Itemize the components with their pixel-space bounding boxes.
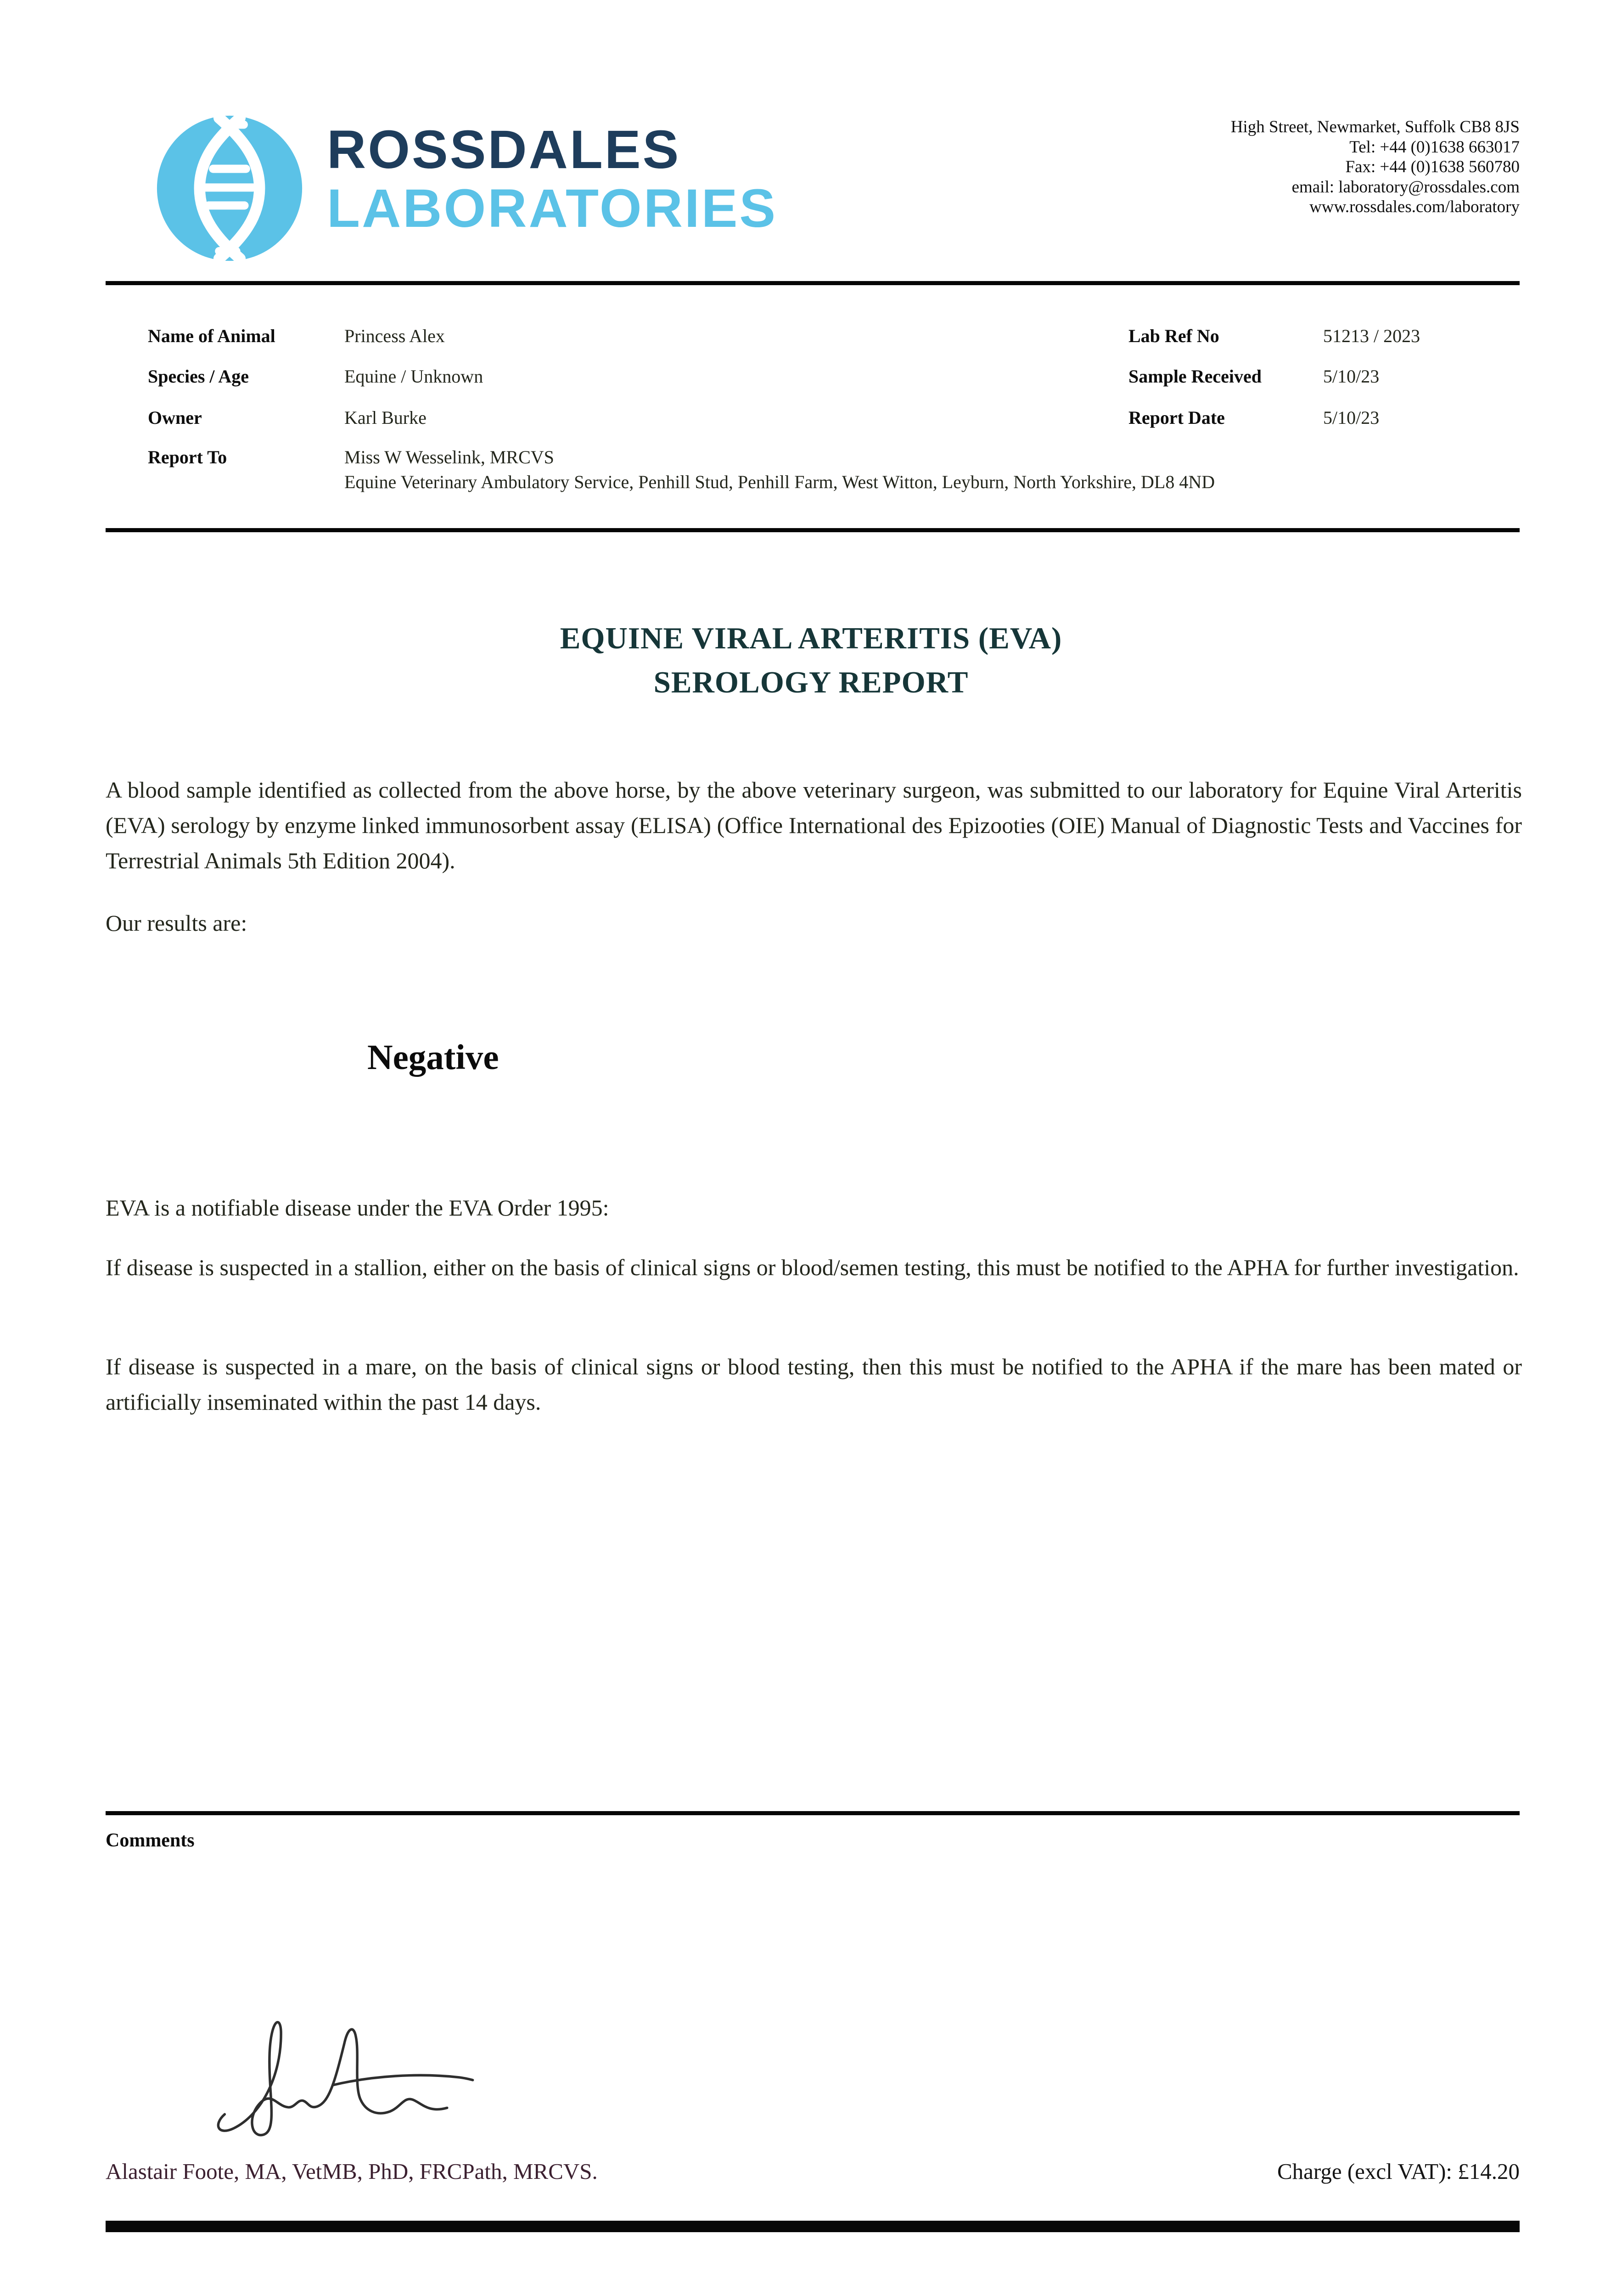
value-species-age: Equine / Unknown — [344, 366, 483, 387]
intro-paragraph: A blood sample identified as collected from the above horse, by the above veterinary surgeon, was submitted to our laboratory for Equine Viral Arteritis (EVA) serology by enzyme linked immunosorbent assay (ELISA) (Office International des Epizooties (OIE) Manual of Diagnostic Tests and Vaccines for Terrestrial Animals 5th Edition 2004). — [106, 777, 1522, 873]
signatory-name: Alastair Foote, MA, VetMB, PhD, FRCPath, MRCVS. — [106, 2159, 598, 2184]
contact-email: email: laboratory@rossdales.com — [1291, 177, 1520, 197]
header-divider — [106, 281, 1520, 285]
brand-name-laboratories: LABORATORIES — [327, 178, 778, 239]
notifiable-statement: EVA is a notifiable disease under the EVA Order 1995: — [106, 1195, 609, 1221]
brand-wordmark — [327, 120, 777, 238]
label-species-age: Species / Age — [148, 366, 249, 387]
label-name-of-animal: Name of Animal — [148, 326, 275, 346]
contact-fax: Fax: +44 (0)1638 560780 — [1345, 158, 1520, 176]
comments-heading: Comments — [106, 1830, 195, 1851]
value-owner: Karl Burke — [344, 407, 427, 428]
brand-name-rossdales: ROSSDALES — [327, 119, 681, 180]
details-divider — [106, 528, 1520, 532]
results-intro: Our results are: — [106, 910, 247, 936]
label-owner: Owner — [148, 407, 202, 428]
report-title-line2: SEROLOGY REPORT — [653, 665, 969, 699]
dna-helix-logo-icon — [155, 113, 304, 263]
comments-divider — [106, 1811, 1520, 1815]
handwritten-signature — [117, 2016, 606, 2151]
value-report-date: 5/10/23 — [1323, 407, 1380, 428]
value-report-to-name: Miss W Wesselink, MRCVS — [344, 447, 554, 467]
label-lab-ref-no: Lab Ref No — [1128, 326, 1219, 346]
mare-paragraph: If disease is suspected in a mare, on the basis of clinical signs or blood testing, then this must be notified to the APHA if the mare has been mated or artificially inseminated within the past 14 days. — [106, 1354, 1522, 1415]
label-report-date: Report Date — [1128, 407, 1225, 428]
stallion-paragraph: If disease is suspected in a stallion, either on the basis of clinical signs or blood/semen testing, this must be notified to the APHA for further investigation. — [106, 1255, 1519, 1280]
contact-address: High Street, Newmarket, Suffolk CB8 8JS — [1230, 118, 1520, 136]
footer-bar — [106, 2221, 1520, 2232]
report-title — [0, 616, 1622, 704]
contact-block — [1231, 117, 1520, 217]
label-sample-received: Sample Received — [1128, 366, 1262, 387]
charge-amount: Charge (excl VAT): £14.20 — [1277, 2159, 1520, 2184]
contact-tel: Tel: +44 (0)1638 663017 — [1349, 137, 1520, 157]
label-report-to: Report To — [148, 447, 227, 467]
report-title-line1: EQUINE VIRAL ARTERITIS (EVA) — [560, 621, 1062, 655]
value-sample-received: 5/10/23 — [1323, 366, 1380, 387]
value-report-to-address: Equine Veterinary Ambulatory Service, Penhill Stud, Penhill Farm, West Witton, Leyburn, North Yorkshire, DL8 4ND — [344, 472, 1215, 492]
value-lab-ref-no: 51213 / 2023 — [1323, 326, 1420, 346]
result-value: Negative — [367, 1037, 499, 1077]
contact-website: www.rossdales.com/laboratory — [1309, 197, 1520, 216]
value-name-of-animal: Princess Alex — [344, 326, 445, 346]
